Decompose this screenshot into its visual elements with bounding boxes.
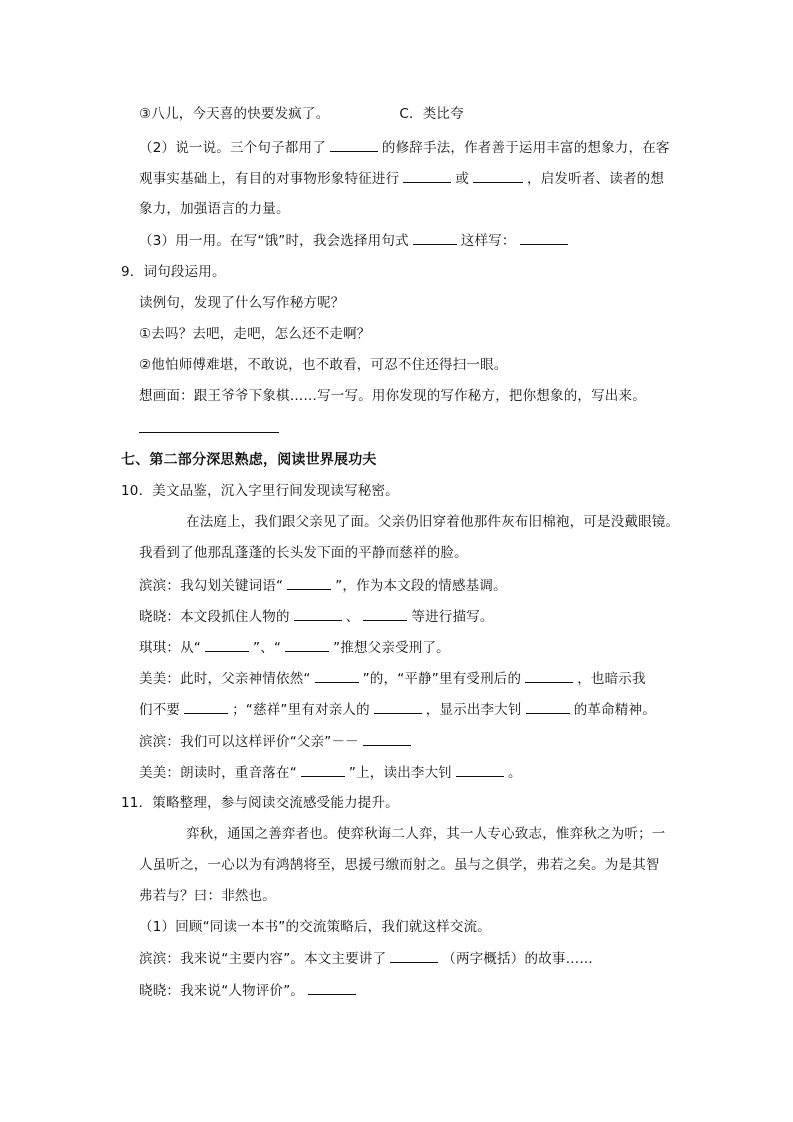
question-9-title: 9．词句段运用。 [121, 264, 226, 280]
section-7-heading: 七、第二部分深思熟虑，阅读世界展功夫 [121, 452, 377, 468]
xiaoxiao-line-2: 晓晓：我来说“人物评价”。 [139, 980, 360, 1001]
q9-example-1: ①去吗？去吧，走吧，怎么还不走啊？ [139, 326, 371, 342]
answer-blank[interactable] [403, 168, 451, 183]
passage-2-line-2: 人虽听之，一心以为有鸿鹄将至，思援弓缴而射之。虽与之俱学，弗若之矣。为是其智 [139, 857, 660, 873]
question-10-title: 10．美文品鉴，沉入字里行间发现读写秘密。 [121, 483, 399, 499]
answer-blank[interactable] [285, 637, 329, 652]
passage-1-line-2: 我看到了他那乱蓬蓬的长头发下面的平静而慈祥的脸。 [139, 545, 468, 561]
answer-blank[interactable] [374, 699, 422, 714]
answer-blank[interactable] [308, 980, 356, 995]
option-3-line: ③八儿，今天喜的快要发疯了。 C．类比夸 [139, 106, 464, 122]
answer-blank[interactable] [363, 606, 407, 621]
answer-blank[interactable] [315, 668, 359, 683]
q8-3-line: （3）用一用。在写“饿”时，我会选择用句式 这样写： [139, 230, 572, 251]
q9-prompt: 读例句，发现了什么写作秘方呢？ [139, 295, 345, 311]
answer-blank[interactable] [294, 606, 342, 621]
answer-blank[interactable] [330, 137, 378, 152]
answer-blank[interactable] [520, 230, 568, 245]
answer-blank[interactable] [287, 575, 331, 590]
answer-blank[interactable] [525, 668, 573, 683]
qiqi-line: 琪琪：从“ ”、“ ”推想父亲受刑了。 [139, 637, 450, 658]
passage-1-line-1: 在法庭上，我们跟父亲见了面。父亲仍旧穿着他那件灰布旧棉袍，可是没戴眼镜。 [186, 514, 680, 530]
answer-blank[interactable] [390, 948, 438, 963]
answer-blank[interactable] [456, 762, 504, 777]
q8-2-line-2: 观事实基础上，有目的对事物形象特征进行 或 ，启发听者、读者的想 [139, 168, 664, 189]
q9-task: 想画面：跟王爷爷下象棋……写一写。用你发现的写作秘方，把你想象的，写出来。 [139, 388, 646, 404]
question-11-title: 11．策略整理，参与阅读交流感受能力提升。 [121, 795, 399, 811]
passage-2-line-1: 弈秋，通国之善弈者也。使弈秋诲二人弈，其一人专心致志，惟弈秋之为听；一 [186, 826, 666, 842]
meimei-line-1: 美美：此时，父亲神情依然“ ”的，“平静”里有受刑后的 ，也暗示我 [139, 668, 646, 689]
answer-blank[interactable] [301, 762, 345, 777]
meimei-line-3: 美美：朗读时，重音落在“ ”上，读出李大钊 。 [139, 762, 522, 783]
writing-answer-line[interactable] [139, 432, 279, 433]
answer-blank[interactable] [363, 731, 411, 746]
binbin-line-3: 滨滨：我来说“主要内容”。本文主要讲了 （两字概括）的故事…… [139, 948, 593, 969]
answer-blank[interactable] [473, 168, 523, 183]
meimei-line-2: 们不要 ；“慈祥”里有对亲人的 ，显示出李大钊 的革命精神。 [139, 699, 656, 720]
binbin-line-1: 滨滨：我勾划关键词语“ ”，作为本文段的情感基调。 [139, 575, 507, 596]
q8-2-line-1: （2）说一说。三个句子都用了 的修辞手法，作者善于运用丰富的想象力，在客 [139, 137, 670, 158]
q9-example-2: ②他怕师傅难堪，不敢说，也不敢看，可忍不住还得扫一眼。 [139, 357, 508, 373]
passage-2-line-3: 弗若与？曰：非然也。 [139, 888, 276, 904]
answer-blank[interactable] [184, 699, 228, 714]
answer-blank[interactable] [413, 230, 457, 245]
answer-blank[interactable] [526, 699, 570, 714]
xiaoxiao-line-1: 晓晓：本文段抓住人物的 、 等进行描写。 [139, 606, 494, 627]
answer-blank[interactable] [205, 637, 249, 652]
q8-2-line-3: 象力，加强语言的力量。 [139, 201, 290, 217]
binbin-line-2: 滨滨：我们可以这样评价“父亲”－－ [139, 731, 415, 752]
q11-1-line: （1）回顾“同读一本书”的交流策略后，我们就这样交流。 [139, 919, 491, 935]
